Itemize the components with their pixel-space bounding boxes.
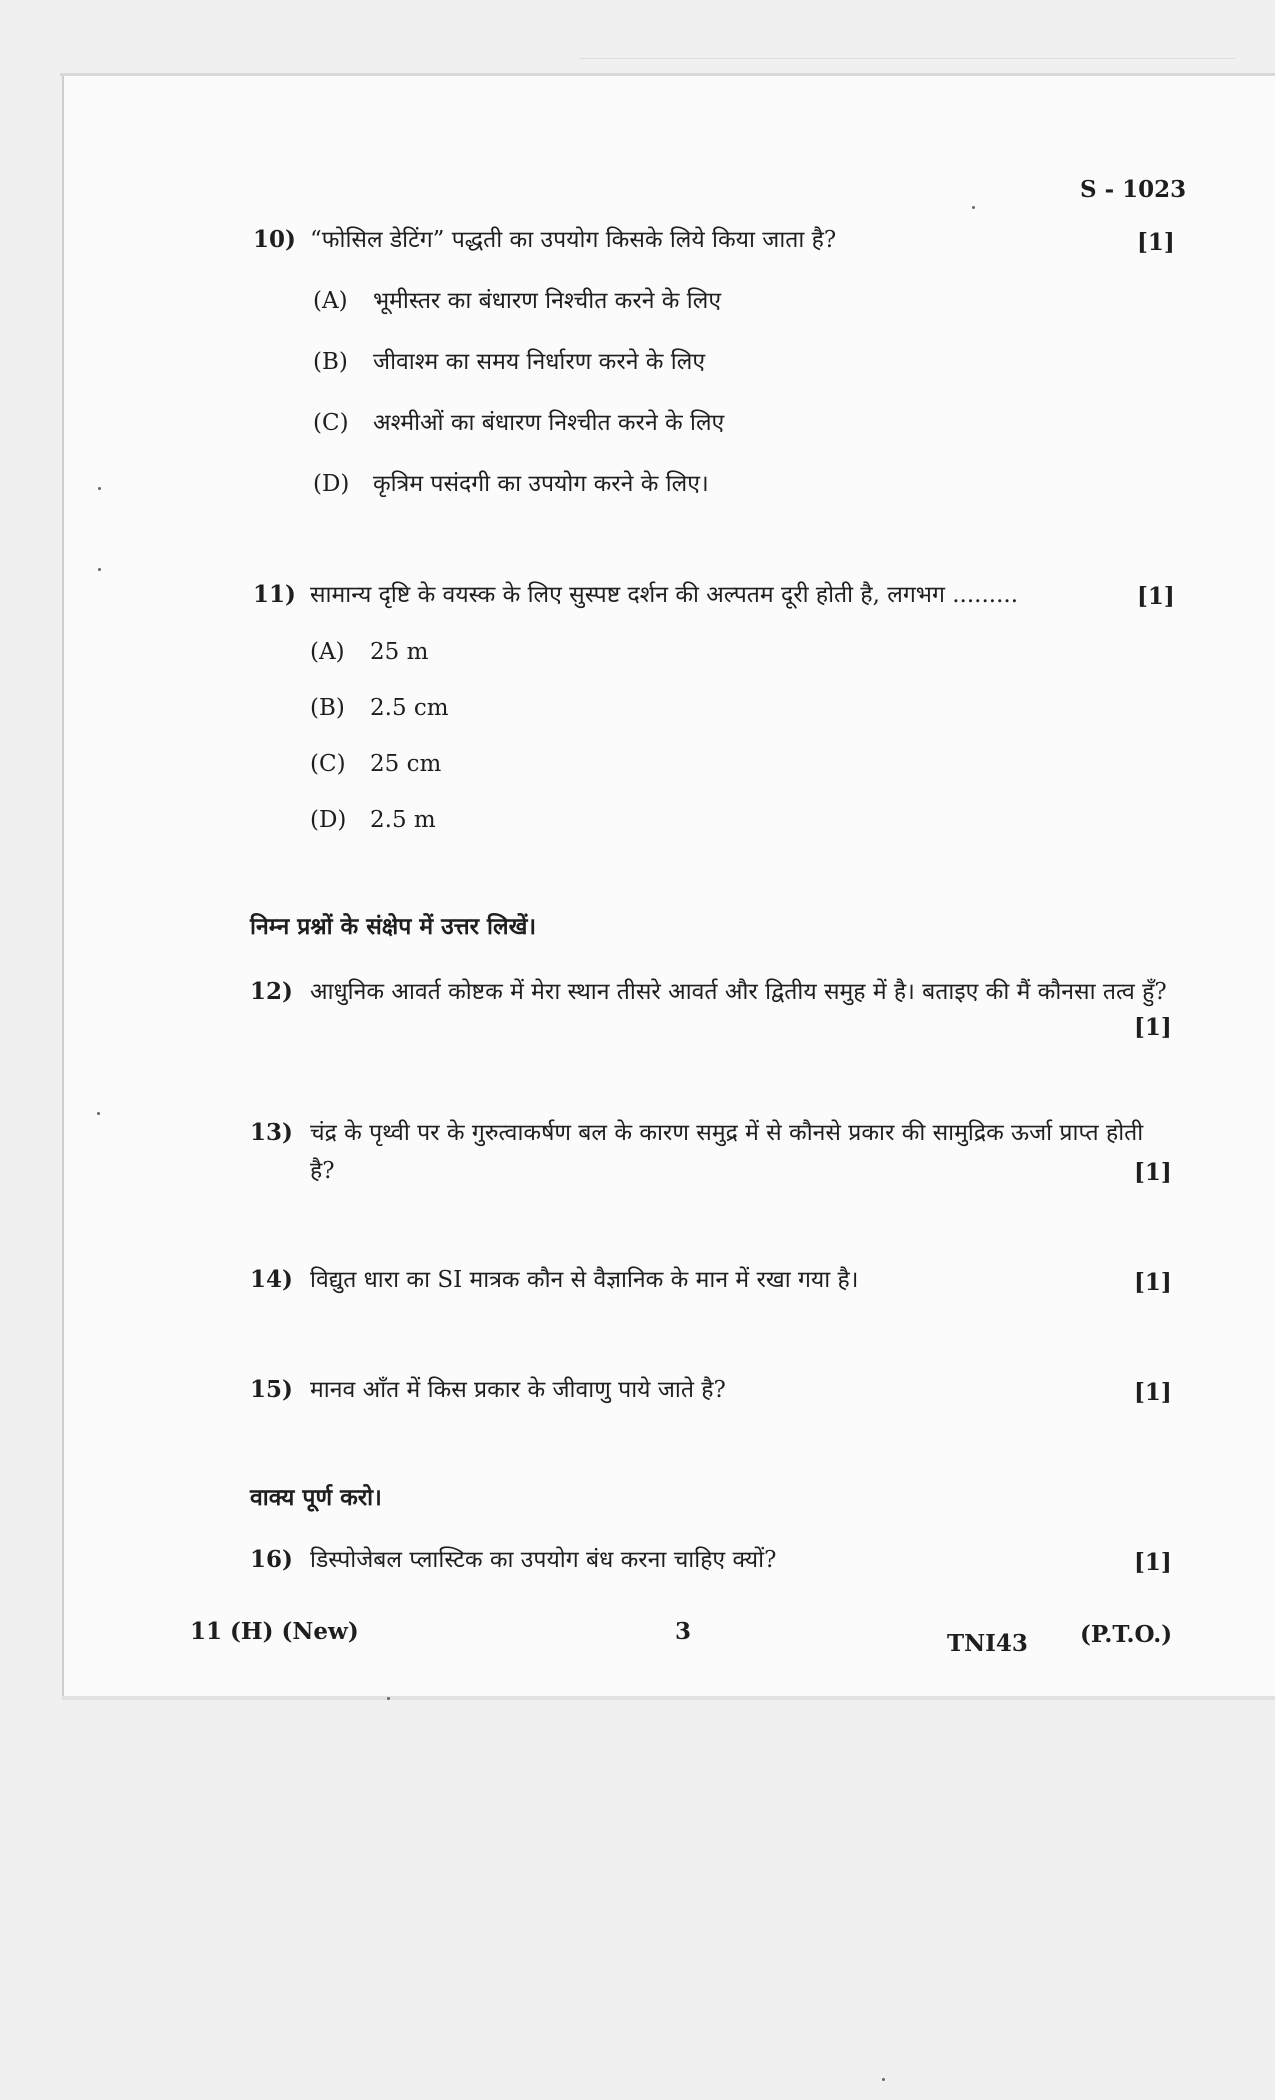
scan-speck: [98, 568, 101, 571]
option-label: (A): [310, 639, 345, 665]
option-text: 25 m: [370, 639, 429, 665]
question-number: 10): [253, 226, 296, 253]
option-text: कृत्रिम पसंदगी का उपयोग करने के लिए।: [373, 471, 709, 497]
footer-code: TNI43: [947, 1630, 1028, 1657]
question-marks: [1]: [1137, 583, 1175, 610]
question-text: चंद्र के पृथ्वी पर के गुरुत्वाकर्षण बल के कारण समुद्र में से कौनसे प्रकार की सामुद्रिक ऊर्जा प्राप्त होती: [310, 1120, 1144, 1146]
please-turn-over: (P.T.O.): [1080, 1621, 1173, 1648]
exam-page: [62, 76, 1275, 1698]
question-number: 12): [250, 978, 293, 1005]
question-text-continued: है?: [310, 1158, 335, 1184]
question-text: विद्युत धारा का SI मात्रक कौन से वैज्ञानिक के मान में रखा गया है।: [310, 1267, 859, 1293]
option-text: 2.5 cm: [370, 695, 449, 721]
scan-speck: [387, 1697, 390, 1700]
question-text: आधुनिक आवर्त कोष्टक में मेरा स्थान तीसरे आवर्त और द्वितीय समुह में है। बताइए की मैं कौनसा तत्व हुँ?: [310, 979, 1167, 1005]
scan-speck: [972, 206, 975, 209]
option-label: (B): [313, 349, 348, 375]
option-label: (C): [310, 751, 346, 777]
question-number: 15): [250, 1376, 293, 1403]
question-text: मानव आँत में किस प्रकार के जीवाणु पाये जाते है?: [310, 1377, 726, 1403]
question-marks: [1]: [1134, 1549, 1172, 1576]
option-text: भूमीस्तर का बंधारण निश्चीत करने के लिए: [373, 288, 722, 314]
scan-speck: [97, 1112, 100, 1115]
option-label: (D): [310, 807, 347, 833]
question-marks: [1]: [1134, 1379, 1172, 1406]
question-number: 14): [250, 1266, 293, 1293]
question-text: डिस्पोजेबल प्लास्टिक का उपयोग बंध करना चाहिए क्यों?: [310, 1547, 777, 1573]
option-label: (A): [313, 288, 348, 314]
question-text: “फोसिल डेटिंग” पद्धती का उपयोग किसके लिये किया जाता है?: [310, 227, 837, 253]
option-text: जीवाश्म का समय निर्धारण करने के लिए: [373, 349, 706, 375]
option-text: 25 cm: [370, 751, 442, 777]
scan-speck: [98, 487, 101, 490]
section-heading: निम्न प्रश्नों के संक्षेप में उत्तर लिखें।: [250, 913, 537, 940]
page-number: 3: [675, 1618, 692, 1645]
option-label: (B): [310, 695, 345, 721]
question-marks: [1]: [1137, 229, 1175, 256]
option-label: (D): [313, 471, 350, 497]
page-shadow: [62, 1696, 1275, 1700]
question-marks: [1]: [1134, 1159, 1172, 1186]
option-text: अश्मीओं का बंधारण निश्चीत करने के लिए: [373, 410, 725, 436]
question-marks: [1]: [1134, 1014, 1172, 1041]
option-label: (C): [313, 410, 349, 436]
option-text: 2.5 m: [370, 807, 436, 833]
scan-edge-line: [580, 58, 1235, 59]
footer-subject: 11 (H) (New): [190, 1618, 359, 1645]
section-heading: वाक्य पूर्ण करो।: [250, 1484, 382, 1511]
question-number: 13): [250, 1119, 293, 1146]
paper-code: S - 1023: [1080, 176, 1187, 203]
scan-speck: [882, 2078, 885, 2081]
question-text: सामान्य दृष्टि के वयस्क के लिए सुस्पष्ट दर्शन की अल्पतम दूरी होती है, लगभग .........: [310, 582, 1019, 608]
question-marks: [1]: [1134, 1269, 1172, 1296]
question-number: 11): [253, 581, 296, 608]
question-number: 16): [250, 1546, 293, 1573]
